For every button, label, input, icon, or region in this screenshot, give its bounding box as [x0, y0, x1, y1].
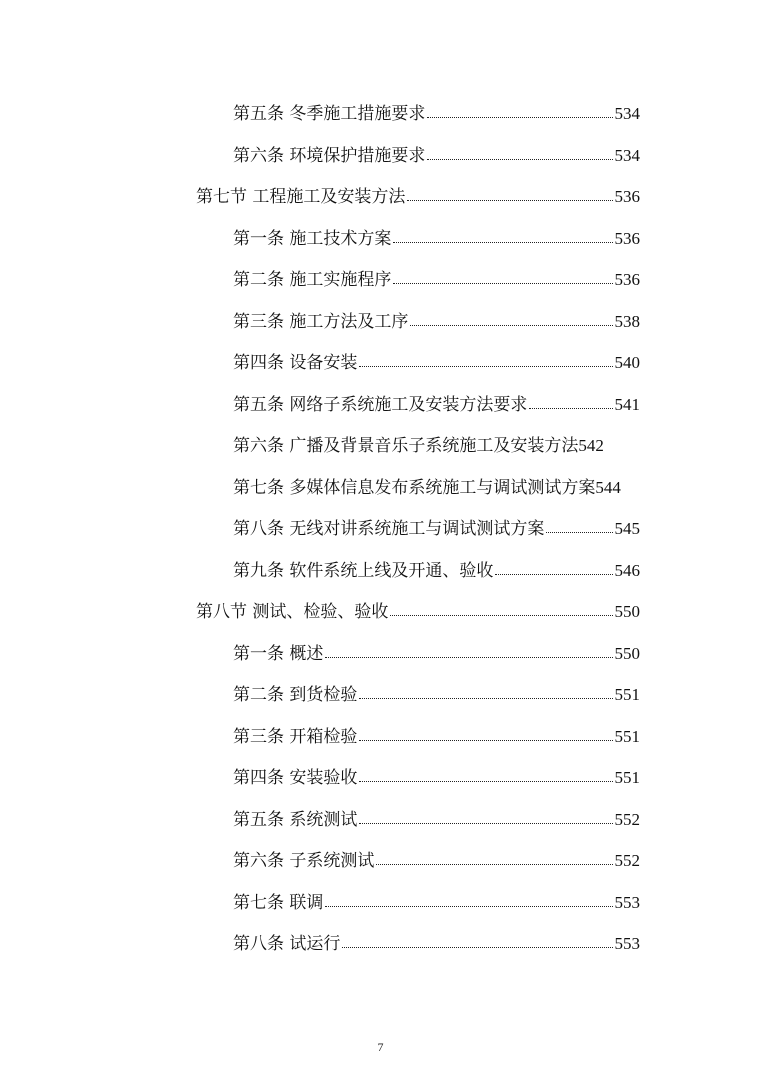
toc-entry-page: 553	[614, 934, 640, 954]
toc-entry-title: 第一条 施工技术方案	[233, 228, 392, 249]
toc-leader-dots	[495, 574, 612, 575]
toc-entry-title: 第五条 冬季施工措施要求	[233, 104, 426, 125]
toc-entry-page: 551	[614, 685, 640, 705]
toc-entry[interactable]	[0, 838, 761, 880]
toc-leader-dots	[359, 781, 612, 782]
toc-entry[interactable]	[0, 91, 761, 133]
toc-entry-title: 第二条 到货检验	[233, 685, 358, 706]
toc-entry-page: 552	[614, 809, 640, 829]
toc-entry-title: 第八条 试运行	[233, 934, 341, 955]
toc-leader-dots	[359, 823, 612, 824]
toc-entry-page: 551	[614, 768, 640, 788]
toc-entry[interactable]	[0, 382, 761, 424]
toc-entry-page: 534	[614, 145, 640, 165]
toc-entry-page: 552	[614, 851, 640, 871]
toc-leader-dots	[325, 657, 612, 658]
toc-leader-dots	[529, 408, 612, 409]
toc-leader-dots	[359, 366, 612, 367]
toc-entry-title: 第五条 系统测试	[233, 809, 358, 830]
page-number: 7	[377, 1040, 384, 1054]
toc-entry-title: 第七条 联调	[233, 892, 324, 913]
toc-leader-dots	[546, 532, 612, 533]
toc-section-entry[interactable]	[0, 589, 761, 631]
toc-entry-title: 第六条 广播及背景音乐子系统施工及安装方法	[233, 436, 579, 457]
toc-entry-page: 536	[614, 270, 640, 290]
toc-entry[interactable]	[0, 880, 761, 922]
toc-entry-title: 第六条 子系统测试	[233, 851, 375, 872]
toc-entry-page: 541	[614, 394, 640, 414]
toc-leader-dots	[376, 864, 612, 865]
toc-leader-dots	[407, 200, 612, 201]
toc-entry[interactable]	[0, 133, 761, 175]
toc-entry-page: 534	[614, 104, 640, 124]
toc-entry[interactable]	[0, 631, 761, 673]
toc-entry-title: 第九条 软件系统上线及开通、验收	[233, 560, 494, 581]
toc-entry[interactable]	[0, 755, 761, 797]
toc-entry-page: 536	[614, 187, 640, 207]
toc-entry-title: 第七条 多媒体信息发布系统施工与调试测试方案	[233, 477, 596, 498]
toc-entry[interactable]	[0, 299, 761, 341]
toc-entry-title: 第一条 概述	[233, 643, 324, 664]
toc-entry-page: 542	[578, 436, 604, 456]
toc-leader-dots	[359, 740, 612, 741]
toc-leader-dots	[359, 698, 612, 699]
toc-entry-title: 第八条 无线对讲系统施工与调试测试方案	[233, 519, 545, 540]
toc-entry[interactable]	[0, 714, 761, 756]
toc-leader-dots	[393, 283, 612, 284]
toc-entry-page: 550	[614, 643, 640, 663]
toc-leader-dots	[342, 947, 612, 948]
toc-entry-title: 第六条 环境保护措施要求	[233, 145, 426, 166]
toc-entry[interactable]	[0, 257, 761, 299]
toc-entry[interactable]	[0, 921, 761, 963]
toc-entry[interactable]	[0, 423, 761, 465]
toc-leader-dots	[390, 615, 612, 616]
toc-entry-title: 第八节 测试、检验、验收	[196, 602, 389, 623]
toc-entry-title: 第三条 施工方法及工序	[233, 311, 409, 332]
toc-entry-page: 553	[614, 892, 640, 912]
toc-leader-dots	[325, 906, 612, 907]
toc-leader-dots	[393, 242, 612, 243]
toc-entry-title: 第四条 安装验收	[233, 768, 358, 789]
toc-entry[interactable]	[0, 548, 761, 590]
toc-entry-title: 第二条 施工实施程序	[233, 270, 392, 291]
toc-entry-title: 第七节 工程施工及安装方法	[196, 187, 406, 208]
toc-leader-dots	[410, 325, 612, 326]
toc-entry[interactable]	[0, 216, 761, 258]
table-of-contents	[0, 91, 761, 963]
toc-entry-page: 538	[614, 311, 640, 331]
toc-entry[interactable]	[0, 465, 761, 507]
toc-leader-dots	[427, 159, 612, 160]
toc-entry-page: 551	[614, 726, 640, 746]
toc-entry-page: 536	[614, 228, 640, 248]
toc-leader-dots	[427, 117, 612, 118]
toc-entry-page: 540	[614, 353, 640, 373]
toc-entry-title: 第五条 网络子系统施工及安装方法要求	[233, 394, 528, 415]
toc-entry[interactable]	[0, 340, 761, 382]
toc-entry-title: 第三条 开箱检验	[233, 726, 358, 747]
toc-entry-page: 545	[614, 519, 640, 539]
toc-section-entry[interactable]	[0, 174, 761, 216]
toc-entry-title: 第四条 设备安装	[233, 353, 358, 374]
toc-entry[interactable]	[0, 797, 761, 839]
toc-entry-page: 550	[614, 602, 640, 622]
toc-entry[interactable]	[0, 672, 761, 714]
toc-entry-page: 544	[595, 477, 621, 497]
toc-entry-page: 546	[614, 560, 640, 580]
toc-entry[interactable]	[0, 506, 761, 548]
